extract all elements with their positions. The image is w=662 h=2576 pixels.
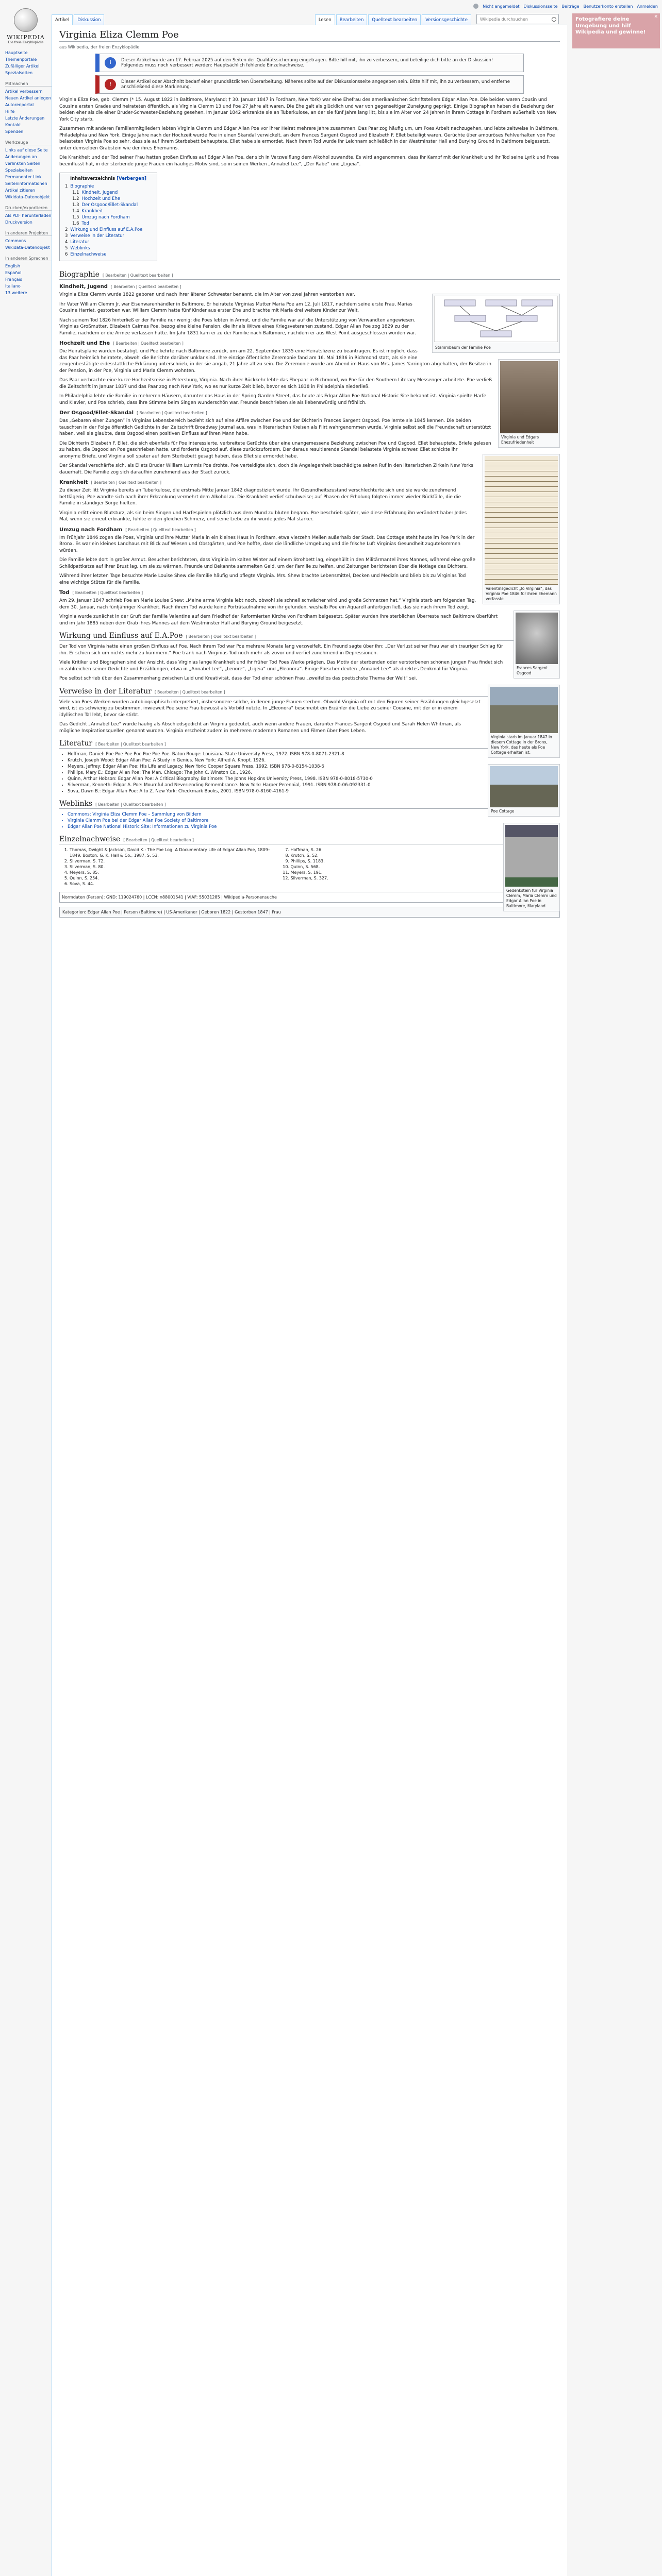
sidebar-item-contact[interactable]: Kontakt — [5, 123, 21, 127]
section-edit-link[interactable]: [ Bearbeiten | Quelltext bearbeiten ] — [186, 634, 256, 639]
qa-box-text: Dieser Artikel wurde am 17. Februar 2025 auf den Seiten der Qualitätssicherung eingetragen. Bitte hilf mit, ihn zu verbessern, und beteilige dich bitte an der Diskussion! — [121, 58, 493, 63]
toc-text: Kindheit, Jugend — [81, 190, 118, 195]
toc-number: 1.6 — [72, 221, 79, 226]
toc-list — [65, 183, 152, 258]
section-heading-skandal — [59, 410, 560, 416]
paragraph: Die Dichterin Elizabeth F. Ellet, die sich ebenfalls für Poe interessierte, verbreitete Gerüchte über eine unangemessene Beziehung zwischen Poe und Osgood. Ellet behauptete, Briefe gelesen zu haben, die Osgood an Poe geschrieben hatte, und forderte Osgood auf, diese zurückzufordern. Der daraus resultierende Skandal belastete Virginia schwer. Ellet schickte ihr anonyme Briefe, und Virginia soll später auf dem Sterbebett gesagt haben, dass Ellet sie ermordet habe. — [59, 440, 491, 459]
view-tabs — [315, 14, 471, 25]
reference-item: 7. Hoffman, S. 26. — [291, 847, 498, 853]
sidebar-item-related-changes[interactable]: Änderungen an verlinkten Seiten — [5, 155, 41, 166]
category-links[interactable] — [59, 907, 560, 918]
authority-control-text: Normdaten (Person): GND: 119024760 | LCCN: n88001541 | VIAF: 55031285 | Wikipedia-Personensuche — [62, 895, 277, 900]
sidebar-print — [5, 206, 52, 226]
toc-item[interactable] — [65, 190, 152, 196]
sidebar-item-pdf[interactable]: Als PDF herunterladen — [5, 213, 52, 218]
reference-item: 3. Silverman, S. 80. — [70, 864, 276, 870]
toc-item[interactable] — [65, 208, 152, 214]
section-edit-link[interactable]: [ Bearbeiten | Quelltext bearbeiten ] — [154, 689, 225, 694]
section-heading-verweise — [59, 687, 560, 697]
section-edit-link[interactable]: [ Bearbeiten | Quelltext bearbeiten ] — [125, 527, 196, 532]
gravestone-image — [505, 825, 558, 887]
toc-number: 1 — [65, 184, 68, 189]
weblink-item[interactable]: • Virginia Clemm Poe bei der Edgar Allan Poe Society of Baltimore — [68, 818, 560, 824]
paragraph: Das Paar verbrachte eine kurze Hochzeitsreise in Petersburg, Virginia. Nach ihrer Rückkehr lebte das Ehepaar in Richmond, wo Poe für den Southern Literary Messenger arbeitete. Poe verließ die Zeitschrift im Januar 1837 und das Paar zog nach New York, wo es nur kurze Zeit blieb, bevor es sich 1838 in Philadelphia niederließ. — [59, 378, 492, 389]
section-heading-text: Wirkung und Einfluss auf E.A.Poe — [59, 632, 183, 640]
sidebar-heading-participate: Mitmachen — [5, 81, 52, 87]
toc-item[interactable] — [65, 245, 152, 251]
personal-toolbar — [473, 0, 658, 12]
sidebar-item-recent-changes[interactable]: Letzte Änderungen — [5, 116, 45, 121]
paragraph: Am 29. Januar 1847 schrieb Poe an Marie Louise Shew: „Meine arme Virginia lebt noch, obwohl sie schnell schwächer wird und große Schmerzen hat.“ Virginia starb am folgenden Tag, dem 30. Januar, nach fünfjähriger Krankheit. Nach ihrem Tod wurde keine Porträtaufnahme von ihr gefunden, weshalb Poe ein Aquarell anfertigen ließ, das sie nach ihrem Tod zeigt. — [59, 598, 476, 610]
sidebar-lang-french[interactable]: Français — [5, 277, 22, 282]
literature-item: • Krutch, Joseph Wood: Edgar Allan Poe: A Study in Genius. New York: Alfred A. Knopf, 1926. — [68, 757, 560, 764]
sidebar-heading-tools: Werkzeuge — [5, 140, 52, 145]
page-title: Virginia Eliza Clemm Poe — [59, 29, 560, 42]
reference-item: 1. Thomas, Dwight & Jackson, David K.: The Poe Log: A Documentary Life of Edgar Allan Poe, 1809–1849. Boston: G. K. Hall & Co., 1987, S. 53. — [70, 847, 276, 858]
section-edit-link[interactable]: [ Bearbeiten | Quelltext bearbeiten ] — [113, 341, 184, 346]
thumbnail-caption: Valentinsgedicht „To Virginia“, das Virginia Poe 1846 für ihren Ehemann verfasste — [486, 586, 557, 601]
section-edit-link[interactable]: [ Bearbeiten | Quelltext bearbeiten ] — [91, 480, 161, 485]
sidebar-item-wikidata[interactable]: Wikidata-Datenobjekt — [5, 195, 50, 199]
paragraph: Viele Kritiker und Biographen sind der Ansicht, dass Virginias lange Krankheit und ihr früher Tod Poes Werke prägten. Das Motiv der sterbenden oder verstorbenen schönen jungen Frau findet sich in zahlreichen seiner Gedichte und Erzählungen, etwa in „Annabel Lee“, „Lenore“, „Ligeia“ und „Eleonora“. Einige Forscher deuten „Annabel Lee“ als direktes Denkmal für Virginia. — [59, 660, 503, 672]
thumbnail-caption: Gedenkstein für Virginia Clemm, Maria Clemm und Edgar Allan Poe in Baltimore, Maryland — [506, 888, 557, 908]
thumbnail-caption: Frances Sargent Osgood — [517, 666, 548, 675]
table-of-contents — [59, 173, 157, 261]
sidebar-lang-english[interactable]: English — [5, 264, 20, 268]
paragraph: Virginia Eliza Clemm wurde 1822 geboren und nach ihrer älteren Schwester benannt, die im Alter von zwei Jahren verstorben war. — [59, 292, 355, 297]
paragraph: In Philadelphia lebte die Familie in mehreren Häusern, darunter das Haus in der Spring Garden Street, das heute als Edgar Allan Poe National Historic Site bekannt ist. Virginia spielte Harfe und Klavier, und Poe schrieb, dass ihre Stimme beim Singen wunderschön war. Freunde beschrieben sie als liebenswürdig und fröhlich. — [59, 394, 487, 405]
paragraph: Virginia erlitt einen Blutsturz, als sie beim Singen und Harfespielen plötzlich aus dem Mund zu bluten begann. Poe beschrieb später, wie diese Erfahrung ihn verändert habe: Jedes Mal, wenn sie erneut erkrankte, fühlte er den gleichen Schmerz, und seine Liebe zu ihr wurde jedes Mal stärker. — [59, 510, 467, 522]
toc-text: Einzelnachweise — [70, 252, 107, 257]
donation-banner[interactable] — [572, 13, 660, 48]
sidebar-languages — [5, 256, 52, 296]
toc-number: 3 — [65, 233, 68, 239]
info-icon: i — [105, 57, 116, 69]
paragraph: Der Skandal verschärfte sich, als Ellets Bruder William Lummis Poe drohte. Poe verteidigte sich, doch die Angelegenheit beschädigte seinen Ruf in den literarischen Zirkeln New Yorks dauerhaft. Die Familie zog sich daraufhin zunehmend aus der Stadt zurück. — [59, 463, 473, 475]
toc-text: Hochzeit und Ehe — [81, 196, 121, 201]
toc-item[interactable] — [65, 214, 152, 221]
weblink-item[interactable]: • Commons: Virginia Eliza Clemm Poe – Sammlung von Bildern — [68, 811, 560, 818]
sidebar-heading-languages: In anderen Sprachen — [5, 256, 52, 261]
authority-control-box — [59, 892, 560, 903]
literature-item: • Sova, Dawn B.: Edgar Allan Poe: A to Z. New York: Checkmark Books, 2001. ISBN 978-0-8160-4161-9 — [68, 788, 560, 794]
article-content — [52, 25, 567, 2576]
user-icon — [473, 4, 478, 9]
toc-item[interactable] — [65, 202, 152, 208]
paragraph: Poe selbst schrieb über den Zusammenhang zwischen Leid und Kreativität, dass der Tod einer schönen Frau „zweifellos das poetischste Thema der Welt“ sei. — [59, 676, 417, 681]
close-icon[interactable]: ✕ — [654, 14, 658, 20]
section-heading-biographie — [59, 270, 560, 280]
search-icon[interactable] — [552, 17, 556, 22]
logo-wordmark: WIKIPEDIA — [7, 34, 45, 41]
thumbnail-family-tree[interactable] — [432, 294, 560, 353]
thumbnail-portrait[interactable] — [498, 359, 560, 448]
sidebar-heading-projects: In anderen Projekten — [5, 231, 52, 236]
toc-text: Literatur — [70, 240, 89, 245]
revision-box-text: Dieser Artikel oder Abschnitt bedarf einer grundsätzlichen Überarbeitung. Näheres sollte auf der Diskussionsseite angegeben sein. Bitte hilf mit, ihn zu verbessern, und entferne anschließend diese Markierung. — [121, 79, 510, 90]
reference-item: 8. Krutch, S. 52. — [291, 853, 498, 858]
login-link[interactable]: Anmelden — [637, 4, 658, 9]
section-heading-text: Kindheit, Jugend — [59, 284, 108, 290]
sidebar-lang-italian[interactable]: Italiano — [5, 284, 21, 289]
family-tree-diagram-image — [434, 296, 558, 342]
section-edit-link[interactable]: [ Bearbeiten | Quelltext bearbeiten ] — [95, 742, 166, 747]
paragraph: Während ihrer letzten Tage besuchte Marie Louise Shew die Familie häufig und pflegte Virginia. Mrs. Shew brachte Lebensmittel, Decken und Medizin und blieb bis zu Virginias Tod eine wichtige Stütze für die Familie. — [59, 573, 466, 585]
toc-number: 1.3 — [72, 202, 79, 208]
section-heading-text: Der Osgood/Ellet-Skandal — [59, 410, 134, 416]
paragraph: Die Familie lebte dort in großer Armut. Besucher berichteten, dass Virginia im kalten Winter auf einem Strohbett lag, eingehüllt in den Militärmantel ihres Mannes, während eine große Schildpattkatze auf ihrer Brust lag, um sie zu wärmen. Freunde und Bekannte sammelten Geld, um der Familie zu helfen, und Zeitungen berichteten über die Notlage des Dichters. — [59, 557, 475, 569]
section-heading-text: Tod — [59, 590, 70, 596]
section-edit-link[interactable]: [ Bearbeiten | Quelltext bearbeiten ] — [137, 411, 207, 415]
sidebar-item-help[interactable]: Hilfe — [5, 109, 15, 114]
quality-assurance-box — [95, 54, 524, 72]
toc-title — [65, 176, 152, 181]
toc-number: 1.1 — [72, 190, 79, 195]
personal-contribs-link[interactable]: Beiträge — [561, 4, 580, 9]
sidebar — [0, 49, 52, 301]
reference-item: 12. Silverman, S. 327. — [291, 875, 498, 881]
toc-item[interactable] — [65, 196, 152, 202]
toc-item[interactable] — [65, 239, 152, 245]
puzzle-globe-icon — [14, 8, 38, 32]
section-edit-link[interactable]: [ Bearbeiten | Quelltext bearbeiten ] — [72, 590, 143, 595]
toc-text: Biographie — [70, 184, 94, 189]
section-edit-link[interactable]: [ Bearbeiten | Quelltext bearbeiten ] — [123, 838, 194, 842]
paragraph: Das Gedicht „Annabel Lee“ wurde häufig als Abschiedsgedicht an Virginia gedeutet, auch wenn andere Frauen, darunter Frances Sargent Osgood und Sarah Helen Whitman, als mögliche Inspirationsquellen genannt wurden. Virginia erscheint zudem in mehreren modernen Romanen und Filmen über Poes Leben. — [59, 722, 461, 734]
section-edit-link[interactable]: [ Bearbeiten | Quelltext bearbeiten ] — [95, 802, 166, 807]
tab-discussion[interactable]: Diskussion — [74, 14, 104, 25]
tab-read[interactable]: Lesen — [315, 14, 335, 25]
toc-item[interactable] — [65, 183, 152, 190]
thumbnail-caption: Stammbaum der Familie Poe — [435, 345, 491, 350]
sidebar-item-special-pages[interactable]: Spezialseiten — [5, 168, 33, 173]
sidebar-item-commons[interactable]: Commons — [5, 239, 26, 243]
toc-item[interactable] — [65, 233, 152, 239]
sidebar-item-whatlinkshere[interactable]: Links auf diese Seite — [5, 148, 48, 152]
toc-text: Umzug nach Fordham — [81, 215, 130, 220]
category-list-text: Kategorien: Edgar Allan Poe | Person (Baltimore) | US-Amerikaner | Geboren 1822 | Gestorben 1847 | Frau — [62, 910, 281, 914]
sidebar-tools — [5, 140, 52, 200]
reference-item: 10. Quinn, S. 568. — [291, 864, 498, 870]
wikipedia-logo[interactable] — [0, 0, 52, 47]
tab-edit[interactable]: Bearbeiten — [336, 14, 368, 25]
reference-item: 6. Sova, S. 44. — [70, 881, 276, 887]
section-heading-wirkung — [59, 632, 560, 641]
toc-text: Krankheit — [81, 209, 103, 214]
sidebar-item-author-portal[interactable]: Autorenportal — [5, 103, 34, 107]
namespace-tabs — [52, 14, 104, 25]
weblinks-list — [59, 811, 560, 830]
paragraph: Im Frühjahr 1846 zogen die Poes, Virginia und ihre Mutter Maria in ein kleines Haus in Fordham, etwa vierzehn Meilen außerhalb der Stadt. Das Cottage steht heute im Poe Park in der Bronx. Es war ein kleines Landhaus mit Blick auf Wiesen und Obstgärten, und Poe hoffte, dass die ländliche Umgebung und die frische Luft Virginias Gesundheit zugutekommen würden. — [59, 535, 475, 553]
literature-item: • Hoffman, Daniel: Poe Poe Poe Poe Poe Poe Poe. Baton Rouge: Louisiana State University Press, 1972. ISBN 978-0-8071-2321-8 — [68, 751, 560, 757]
weblink-item[interactable]: • Edgar Allan Poe National Historic Site: Informationen zu Virginia Poe — [68, 824, 560, 830]
sidebar-participate — [5, 81, 52, 135]
paragraph: Ihr Vater William Clemm Jr. war Eisenwarenhändler in Baltimore. Er heiratete Virginias Mutter Maria Poe am 12. Juli 1817, nachdem seine erste Frau, Marias Cousine Harriet, gestorben war. William Clemm hatte fünf Kinder aus erster Ehe und brachte mit Maria drei weitere Kinder zur Welt. — [59, 301, 412, 313]
section-heading-literatur — [59, 739, 560, 749]
literature-item: • Meyers, Jeffrey: Edgar Allan Poe: His Life and Legacy. New York: Cooper Square Press, 1992. ISBN 978-0-8154-1038-6 — [68, 764, 560, 770]
logo-tagline: Die freie Enzyklopädie — [8, 41, 44, 44]
osgood-portrait-image — [516, 613, 558, 664]
sidebar-item-main-page[interactable]: Hauptseite — [5, 50, 28, 55]
intro-paragraph: Zusammen mit anderen Familienmitgliedern lebten Virginia Clemm und Edgar Allan Poe vor ihrer Heirat mehrere Jahre zusammen. Das Paar zog häufig um, um Poes Arbeit nachzugehen, und lebte zeitweise in Baltimore, Philadelphia und New York. Einige Jahre nach der Hochzeit wurde Poe in einen Skandal verwickelt, an dem Frances Sargent Osgood und Elizabeth F. Ellet beteiligt waren. Gerüchte über amouröses Fehlverhalten von Poe belasteten Virginia Poe so sehr, dass sie auf ihrem Sterbebett behauptete, Ellet habe sie ermordet. Nach ihrem Tod wurde ihr Leichnam schließlich in der Westminster Hall and Burying Ground in Baltimore beigesetzt, unter demselben Grabstein wie der ihres Ehemanns. — [59, 126, 559, 151]
sidebar-item-permalink[interactable]: Permanenter Link — [5, 175, 42, 179]
literature-item: • Quinn, Arthur Hobson: Edgar Allan Poe: A Critical Biography. Baltimore: The Johns Hopkins University Press, 1998. ISBN 978-0-8018-5730-0 — [68, 776, 560, 782]
section-heading-text: Krankheit — [59, 480, 88, 485]
section-heading-text: Hochzeit und Ehe — [59, 341, 110, 346]
section-edit-link[interactable]: [ Bearbeiten | Quelltext bearbeiten ] — [110, 284, 181, 289]
toc-number: 4 — [65, 240, 68, 245]
revision-needed-box — [95, 75, 524, 94]
thumbnail-gravestone[interactable] — [503, 823, 560, 911]
toc-number: 6 — [65, 252, 68, 257]
literature-item: • Silverman, Kenneth: Edgar A. Poe: Mournful and Never-ending Remembrance. New York: Harper Perennial, 1991. ISBN 978-0-06-092331-0 — [68, 782, 560, 788]
sidebar-more-languages[interactable]: 13 weitere — [5, 291, 27, 295]
paragraph: Viele von Poes Werken wurden autobiographisch interpretiert, insbesondere solche, in denen junge Frauen sterben. Obwohl Virginia oft mit den Figuren seiner Erzählungen gleichgesetzt wird, ist es schwierig zu bestimmen, inwieweit Poe seine Frau bewusst als Vorbild nutzte. In „Eleonora“ beschreibt ein Erzähler die Liebe zu seiner Cousine, mit der er in einem idyllischen Tal lebt, bevor sie stirbt. — [59, 699, 481, 718]
warning-icon: ! — [105, 79, 116, 90]
section-heading-text: Einzelnachweise — [59, 835, 121, 843]
paragraph: Nach seinem Tod 1826 hinterließ er der Familie nur wenig; die Poes lebten in Armut, und die Familie war auf die Unterstützung von Verwandten angewiesen. Virginias Großmutter, Elizabeth Cairnes Poe, bezog eine kleine Pension, die ihr als Witwe eines Kriegsveteranen zustand. Edgar Allan Poe zog 1829 zu der Familie, nachdem er die Armee verlassen hatte. Im Jahr 1831 kam er zu der Familie nach Baltimore, nachdem er aus West Point ausgeschlossen worden war. — [59, 317, 416, 336]
sidebar-item-improve[interactable]: Artikel verbessern — [5, 89, 43, 94]
intro-paragraph: Virginia Eliza Poe, geb. Clemm (* 15. August 1822 in Baltimore, Maryland; † 30. Januar 1847 in Fordham, New York) war eine Ehefrau des amerikanischen Schriftstellers Edgar Allan Poe. Die beiden waren Cousin und Cousine ersten Grades und heirateten öffentlich, als Virginia Clemm 13 und Poe 27 Jahre alt waren. Die Ehe galt als glücklich und war von gegenseitiger Zuneigung geprägt. Einige Biographen haben die Beziehung der beiden eher als die einer Bruder-Schwester-Beziehung gesehen. Im Januar 1842 erkrankte sie an Tuberkulose, an der sie fünf Jahre lang litt, bis sie im Alter von 24 Jahren in ihrem Cottage in Fordham außerhalb von New York City starb. — [59, 97, 557, 122]
thumbnail-osgood-portrait[interactable] — [514, 611, 560, 679]
sidebar-item-special[interactable]: Spezialseiten — [5, 71, 33, 75]
intro-paragraph: Die Krankheit und der Tod seiner Frau hatten großen Einfluss auf Edgar Allan Poe, der sich in Verzweiflung dem Alkohol zuwandte. Es wird angenommen, dass ihr Kampf mit der Krankheit und ihr Tod seine Lyrik und Prosa beeinflusst hat, in der sterbende junge Frauen ein häufiges Motiv sind, so in seinen Werken „Annabel Lee“, „Der Rabe“ und „Ligeia“. — [59, 155, 559, 167]
paragraph: Zu dieser Zeit litt Virginia bereits an Tuberkulose, die erstmals Mitte Januar 1842 diagnostiziert wurde. Ihr Gesundheitszustand verschlechterte sich und sie wurde zunehmend bettlägerig. Poe wandte sich nach ihrer Erkrankung vermehrt dem Alkohol zu. Die Krankheit verlief schubweise; auf Phasen der Erholung folgten immer wieder Rückfälle, die die Familie in ständiger Sorge hielten. — [59, 488, 461, 506]
thumbnail-caption: Poe Cottage — [491, 809, 515, 814]
section-heading-text: Biographie — [59, 270, 100, 279]
sidebar-projects — [5, 231, 52, 251]
handwritten-poem-image — [485, 456, 558, 585]
literature-list — [59, 751, 560, 794]
references-list — [59, 847, 497, 887]
toc-text: Tod — [81, 221, 89, 226]
toc-title-text: Inhaltsverzeichnis — [70, 176, 115, 181]
reference-item: 5. Quinn, S. 254. — [70, 875, 276, 881]
reference-item: 9. Phillips, S. 1183. — [291, 858, 498, 864]
reference-item: 11. Meyers, S. 191. — [291, 870, 498, 875]
section-heading-text: Weblinks — [59, 800, 93, 808]
section-heading-kindheit — [59, 284, 560, 290]
sidebar-item-new-article[interactable]: Neuen Artikel anlegen — [5, 96, 51, 100]
sidebar-item-page-info[interactable]: Seiteninformationen — [5, 181, 47, 186]
toc-text: Wirkung und Einfluss auf E.A.Poe — [70, 227, 143, 232]
sidebar-item-random[interactable]: Zufälliger Artikel — [5, 64, 40, 69]
personal-talk-link[interactable]: Diskussionsseite — [523, 4, 558, 9]
paragraph: Die Heiratspläne wurden bestätigt, und Poe kehrte nach Baltimore zurück, um am 22. September 1835 eine Heiratslizenz zu beantragen. Es ist möglich, dass das Paar heimlich heiratete, obwohl die Berichte darüber unklar sind. Ihre einzige öffentliche Zeremonie fand am 16. Mai 1836 in Richmond statt, als sie eine zeugenbestätigte eidesstattliche Erklärung unterschrieb, in der sie angab, 21 Jahre alt zu sein. Die Zeremonie wurde am Abend im Haus von Mrs. James Yarrington abgehalten, der Besitzerin der Pension, in der Poe, Virginia und Maria Clemm wohnten. — [59, 349, 491, 374]
paragraph: Virginia wurde zunächst in der Gruft der Familie Valentine auf dem Friedhof der Reformierten Kirche von Fordham beigesetzt. Später wurden ihre sterblichen Überreste nach Baltimore überführt und im Jahr 1885 neben dem Grab ihres Mannes auf dem Westminster Hall and Burying Ground beigesetzt. — [59, 614, 498, 626]
toc-toggle[interactable]: [Verbergen] — [117, 176, 147, 181]
reference-item: 4. Meyers, S. 85. — [70, 870, 276, 875]
toc-item[interactable] — [65, 227, 152, 233]
section-heading-text: Umzug nach Fordham — [59, 527, 123, 533]
search-box — [476, 14, 559, 24]
section-heading-weblinks — [59, 800, 560, 809]
toc-text: Weblinks — [70, 246, 90, 251]
banner-text: Fotografiere deine Umgebung und hilf Wikipedia und gewinne! — [575, 16, 646, 35]
section-edit-link[interactable]: [ Bearbeiten | Quelltext bearbeiten ] — [102, 273, 173, 278]
sidebar-item-donate[interactable]: Spenden — [5, 129, 24, 134]
toc-number: 1.5 — [72, 215, 79, 220]
toc-number: 5 — [65, 246, 68, 251]
poe-cottage-image — [490, 766, 558, 807]
tab-edit-source[interactable]: Quelltext bearbeiten — [368, 14, 421, 25]
toc-item[interactable] — [65, 251, 152, 258]
toc-number: 2 — [65, 227, 68, 232]
paragraph: Das „Gebaren einer Zungen“ in Virginias Lebensbereich bezieht sich auf eine Affäre zwischen Poe und der Dichterin Frances Sargent Osgood. Poe lernte sie 1845 kennen. Die beiden tauschten in der Folge öffentlich Gedichte in der Zeitschrift Broadway Journal aus, was in literarischen Kreisen als Flirt wahrgenommen wurde. Virginia selbst soll die Freundschaft unterstützt haben, weil sie glaubte, dass Osgood einen positiven Einfluss auf ihren Mann habe. — [59, 418, 491, 436]
tab-article[interactable]: Artikel — [52, 14, 73, 25]
tab-history[interactable]: Versionsgeschichte — [422, 14, 471, 25]
thumbnail-valentine-poem[interactable] — [483, 454, 560, 604]
section-heading-einzelnachweise — [59, 835, 560, 844]
toc-text: Verweise in der Literatur — [70, 233, 125, 239]
sidebar-lang-spanish[interactable]: Español — [5, 270, 22, 275]
sidebar-item-portals[interactable]: Themenportale — [5, 57, 37, 62]
sidebar-item-cite[interactable]: Artikel zitieren — [5, 188, 35, 193]
reference-item: 2. Silverman, S. 72. — [70, 858, 276, 864]
references — [59, 847, 497, 887]
sidebar-item-printable[interactable]: Druckversion — [5, 220, 32, 225]
search-input[interactable] — [479, 16, 552, 22]
sidebar-item-wikidata-item[interactable]: Wikidata-Datenobjekt — [5, 245, 50, 250]
toc-number: 1.2 — [72, 196, 79, 201]
portrait-image — [500, 361, 558, 433]
sidebar-heading-print: Drucken/​exportieren — [5, 206, 52, 211]
site-sub: aus Wikipedia, der freien Enzyklopädie — [59, 45, 140, 49]
sidebar-navigation — [5, 49, 52, 76]
toc-item[interactable] — [65, 221, 152, 227]
paragraph: Der Tod von Virginia hatte einen großen Einfluss auf Poe. Nach ihrem Tod war Poe mehrere Monate lang verzweifelt. Ein Freund sagte über ihn: „Der Verlust seiner Frau war ein trauriger Schlag für ihn. Er schien sich um nichts mehr zu kümmern.“ Poe trank nach Virginias Tod noch mehr als zuvor und verfiel zunehmend in Depressionen. — [59, 644, 503, 656]
create-account-link[interactable]: Benutzerkonto erstellen — [583, 4, 633, 9]
literature-item: • Phillips, Mary E.: Edgar Allan Poe: The Man. Chicago: The John C. Winston Co., 1926. — [68, 770, 560, 776]
thumbnail-poe-cottage[interactable] — [488, 764, 560, 817]
thumbnail-caption: Virginia starb im Januar 1847 in diesem Cottage in der Bronx, New York, das heute als Poe Cottage erhalten ist. — [491, 735, 552, 755]
cottage-photo-image — [490, 687, 558, 733]
toc-number: 1.4 — [72, 209, 79, 214]
personal-not-logged-in: Nicht angemeldet — [483, 4, 520, 9]
section-heading-text: Verweise in der Literatur — [59, 687, 152, 696]
thumbnail-cottage[interactable] — [488, 685, 560, 758]
toc-text: Der Osgood/Ellet-Skandal — [81, 202, 138, 208]
section-heading-text: Literatur — [59, 739, 93, 748]
qa-box-subtext: Folgendes muss noch verbessert werden: Hauptsächlich fehlende Einzelnachweise. — [121, 63, 305, 68]
thumbnail-caption: Virginia und Edgars Ehezufriedenheit — [501, 435, 539, 445]
